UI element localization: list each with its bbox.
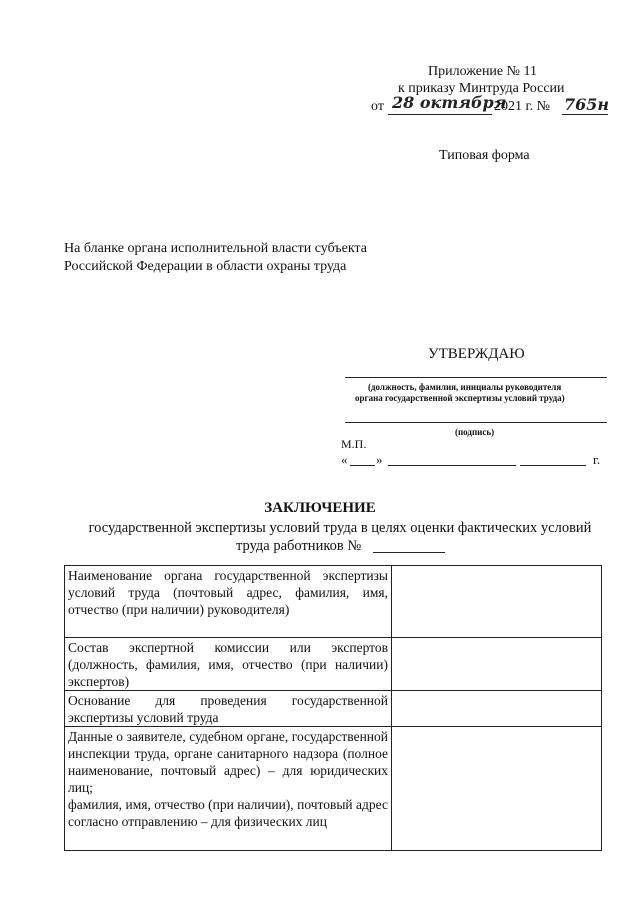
document-number-line[interactable] [373, 552, 445, 553]
document-title: ЗАКЛЮЧЕНИЕ [264, 500, 376, 516]
approve-position-caption-2: органа государственной экспертизы условий труда) [355, 393, 565, 403]
letterhead-line-2: Российской Федерации в области охраны труда [64, 259, 347, 274]
approve-date-year-line[interactable] [520, 465, 586, 466]
approve-signature-caption: (подпись) [455, 427, 495, 437]
row-label-grounds: Основание для проведения государственной экспертизы условий труда [65, 691, 392, 727]
document-subtitle-line-2: труда работников № [236, 538, 362, 554]
approve-date-year-suffix: г. [593, 452, 601, 467]
row-value-applicant[interactable] [392, 727, 602, 851]
table-row [65, 727, 602, 851]
stamp-label: М.П. [341, 437, 367, 451]
appendix-number: Приложение № 11 [428, 64, 537, 79]
letterhead-line-1: На бланке органа исполнительной власти субъекта [64, 241, 367, 256]
table-row [65, 638, 602, 691]
table-row [65, 691, 602, 727]
approve-position-line[interactable] [345, 377, 607, 378]
appendix-date-prefix: от [371, 99, 384, 114]
row-value-commission[interactable] [392, 638, 602, 691]
appendix-number-handwritten: 765н [564, 95, 610, 114]
appendix-year: 2021 г. № [494, 99, 551, 114]
approve-date-day-line[interactable] [350, 465, 375, 466]
approve-date-open-quote: « [341, 452, 348, 467]
row-value-grounds[interactable] [392, 691, 602, 727]
table-row [65, 566, 602, 638]
approve-signature-line[interactable] [345, 422, 607, 423]
approve-position-caption-1: (должность, фамилия, инициалы руководителя [368, 382, 562, 392]
appendix-number-underline [562, 114, 608, 115]
row-value-expertise-body[interactable] [392, 566, 602, 638]
conclusion-table [64, 565, 602, 851]
row-label-applicant-legal: Данные о заявителе, судебном органе, государственной инспекции труда, органе санитарного надзора (полное наименование, почтовый адрес) – для юридических лиц; [68, 729, 388, 795]
appendix-order: к приказу Минтруда России [398, 81, 565, 96]
row-label-expertise-body: Наименование органа государственной экспертизы условий труда (почтовый адрес, фамилия, имя, отчество (при наличии) руководителя) [65, 566, 392, 638]
appendix-date-underline [388, 114, 492, 115]
row-label-commission: Состав экспертной комиссии или экспертов (должность, фамилия, имя, отчество (при наличии) экспертов) [65, 638, 392, 691]
row-label-applicant [65, 727, 392, 851]
approve-title: УТВЕРЖДАЮ [428, 346, 525, 362]
approve-date-month-line[interactable] [388, 465, 516, 466]
typical-form-label: Типовая форма [439, 148, 530, 163]
row-label-applicant-individual: фамилия, имя, отчество (при наличии), почтовый адрес согласно отправлению – для физических лиц [68, 797, 388, 829]
approve-date-close-quote: » [376, 452, 383, 467]
appendix-date-handwritten: 28 октября [392, 93, 507, 112]
document-subtitle-line-1: государственной экспертизы условий труда в целях оценки фактических условий [88, 520, 592, 536]
